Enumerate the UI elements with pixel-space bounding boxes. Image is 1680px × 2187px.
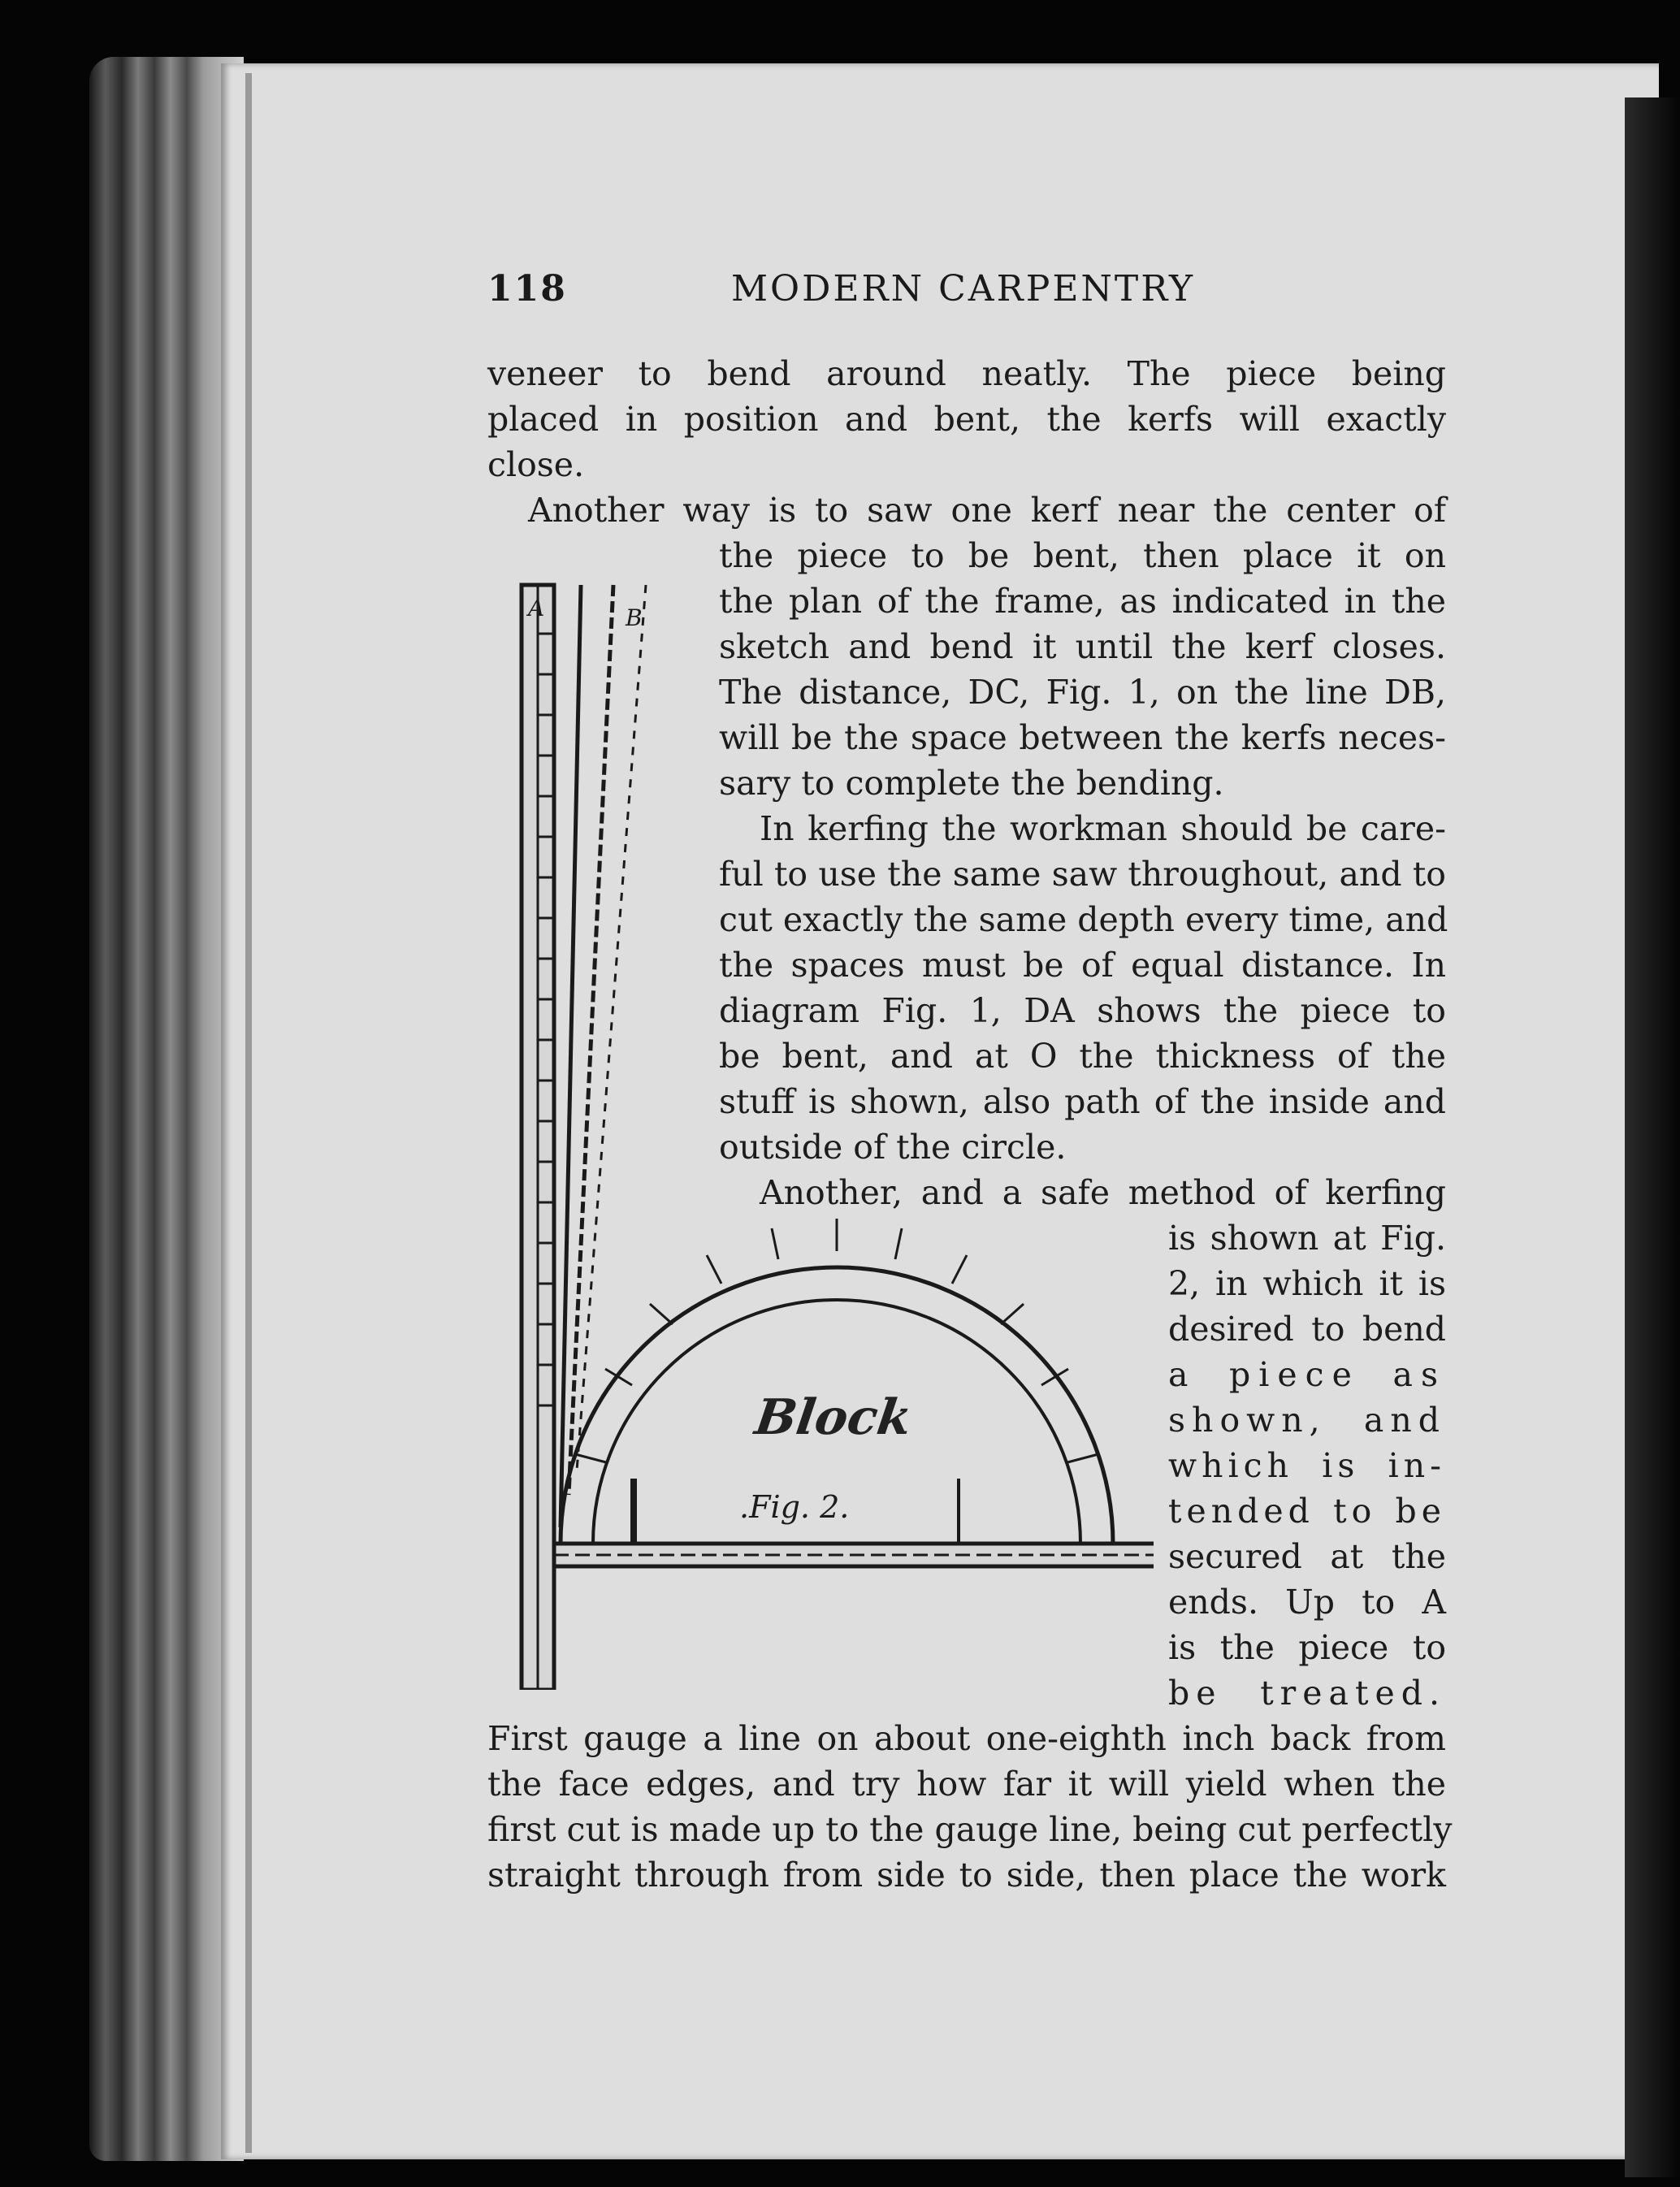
text-line: be bent, and at O the thickness of the: [719, 1037, 1446, 1076]
text-line: the plan of the frame, as indicated in the: [719, 582, 1446, 621]
text-line: The distance, DC, Fig. 1, on the line DB,: [719, 673, 1446, 712]
text-line: first cut is made up to the gauge line, being cut perfectly: [487, 1810, 1453, 1849]
text-line: tended to be: [1168, 1492, 1446, 1531]
text-line: desired to bend: [1168, 1310, 1446, 1349]
facing-page-edge: [1625, 97, 1680, 2177]
text-line: sary to complete the bending.: [719, 764, 1224, 803]
text-line: the piece to be bent, then place it on: [719, 536, 1446, 575]
running-title: MODERN CARPENTRY: [731, 268, 1196, 310]
text-line: is the piece to: [1168, 1628, 1446, 1667]
block-label: Block: [751, 1389, 916, 1446]
text-line: ends. Up to A: [1168, 1583, 1446, 1622]
fig-label-a: A: [528, 595, 545, 621]
text-line: close.: [487, 445, 585, 484]
page-header: [487, 268, 1446, 317]
text-line: which is in-: [1168, 1446, 1446, 1485]
text-line: the face edges, and try how far it will yield when the: [487, 1765, 1446, 1804]
text-line: Another, and a safe method of kerfing: [760, 1173, 1446, 1212]
text-line: sketch and bend it until the kerf closes.: [719, 627, 1446, 666]
text-line: stuff is shown, also path of the inside and: [719, 1082, 1446, 1121]
text-line: straight through from side to side, then place the work: [487, 1856, 1446, 1895]
figure-caption: .Fig. 2.: [739, 1489, 850, 1525]
text-line: placed in position and bent, the kerfs will exactly: [487, 400, 1446, 439]
page-number: 118: [487, 268, 567, 310]
text-line: will be the space between the kerfs neces-: [719, 718, 1446, 757]
text-line: is shown at Fig.: [1168, 1219, 1446, 1258]
text-line: veneer to bend around neatly. The piece being: [487, 354, 1446, 393]
text-line: ful to use the same saw throughout, and to: [719, 855, 1446, 894]
text-line: the spaces must be of equal distance. In: [719, 946, 1446, 985]
text-line: 2, in which it is: [1168, 1264, 1446, 1303]
text-line: First gauge a line on about one-eighth inch back from: [487, 1719, 1446, 1758]
text-line: Another way is to saw one kerf near the center of: [528, 491, 1446, 530]
text-line: cut exactly the same depth every time, and: [719, 900, 1448, 939]
text-line: be treated.: [1168, 1674, 1446, 1713]
text-line: In kerfing the workman should be care-: [760, 809, 1446, 848]
text-line: shown, and: [1168, 1401, 1446, 1440]
text-line: diagram Fig. 1, DA shows the piece to: [719, 991, 1446, 1030]
text-line: outside of the circle.: [719, 1128, 1067, 1167]
gutter-shadow: [245, 73, 252, 2153]
text-line: a piece as: [1168, 1355, 1446, 1394]
fig-label-b: B: [626, 604, 643, 631]
text-line: secured at the: [1168, 1537, 1446, 1576]
